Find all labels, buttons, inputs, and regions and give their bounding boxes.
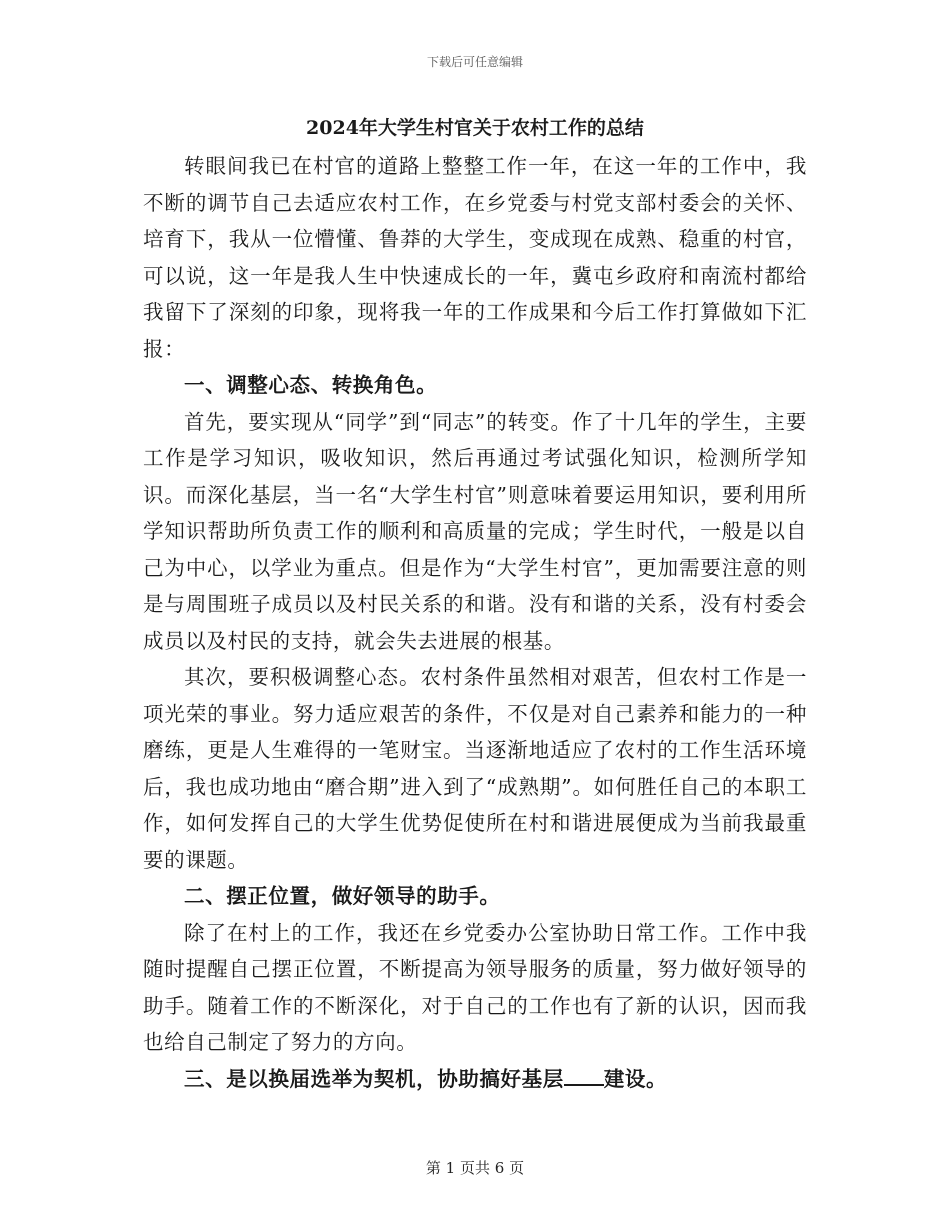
blank-underline bbox=[564, 1062, 604, 1086]
section-2-heading: 二、摆正位置，做好领导的助手。 bbox=[184, 884, 501, 908]
section-1-paragraph-1: 首先，要实现从“同学”到“同志”的转变。作了十几年的学生，主要工作是学习知识，吸收知识，然后再通过考试强化知识，检测所学知识。而深化基层，当一名“大学生村官”则意味着要运用知识，要利用所学知识帮助所负责工作的顺利和高质量的完成；学生时代，一般是以自己为中心，以学业为重点。但是作为“大学生村官”，更加需要注意的则是与周围班子成员以及村民关系的和谐。没有和谐的关系，没有村委会成员以及村民的支持，就会失去进展的根基。 bbox=[143, 409, 807, 653]
section-1-paragraph-2: 其次，要积极调整心态。农村条件虽然相对艰苦，但农村工作是一项光荣的事业。努力适应艰苦的条件，不仅是对自己素养和能力的一种磨练，更是人生难得的一笔财宝。当逐渐地适应了农村的工作生活环境后，我也成功地由“磨合期”进入到了“成熟期”。如何胜任自己的本职工作，如何发挥自己的大学生优势促使所在村和谐进展便成为当前我最重要的课题。 bbox=[143, 665, 807, 872]
section-3-heading-start: 三、是以换届选举为契机，协助搞好基层 bbox=[184, 1066, 564, 1091]
document-title: 2024年大学生村官关于农村工作的总结 bbox=[306, 117, 644, 139]
document-body bbox=[143, 108, 807, 1097]
intro-paragraph: 转眼间我已在村官的道路上整整工作一年，在这一年的工作中，我不断的调节自己去适应农村工作，在乡党委与村党支部村委会的关怀、培育下，我从一位懵懂、鲁莽的大学生，变成现在成熟、稳重的村官，可以说，这一年是我人生中快速成长的一年，冀屯乡政府和南流村都给我留下了深刻的印象，现将我一年的工作成果和今后工作打算做如下汇报： bbox=[143, 154, 807, 361]
page-header: 下载后可任意编辑 bbox=[426, 55, 523, 69]
section-3-heading-end: 建设。 bbox=[603, 1066, 668, 1091]
section-2-paragraph-1: 除了在村上的工作，我还在乡党委办公室协助日常工作。工作中我随时提醒自己摆正位置，不断提高为领导服务的质量，努力做好领导的助手。随着工作的不断深化，对于自己的工作也有了新的认识，因而我也给自己制定了努力的方向。 bbox=[143, 920, 807, 1054]
section-1-heading: 一、调整心态、转换角色。 bbox=[184, 373, 438, 397]
section-3-heading bbox=[143, 1061, 807, 1098]
page-footer: 第 1 页共 6 页 bbox=[425, 1159, 525, 1177]
